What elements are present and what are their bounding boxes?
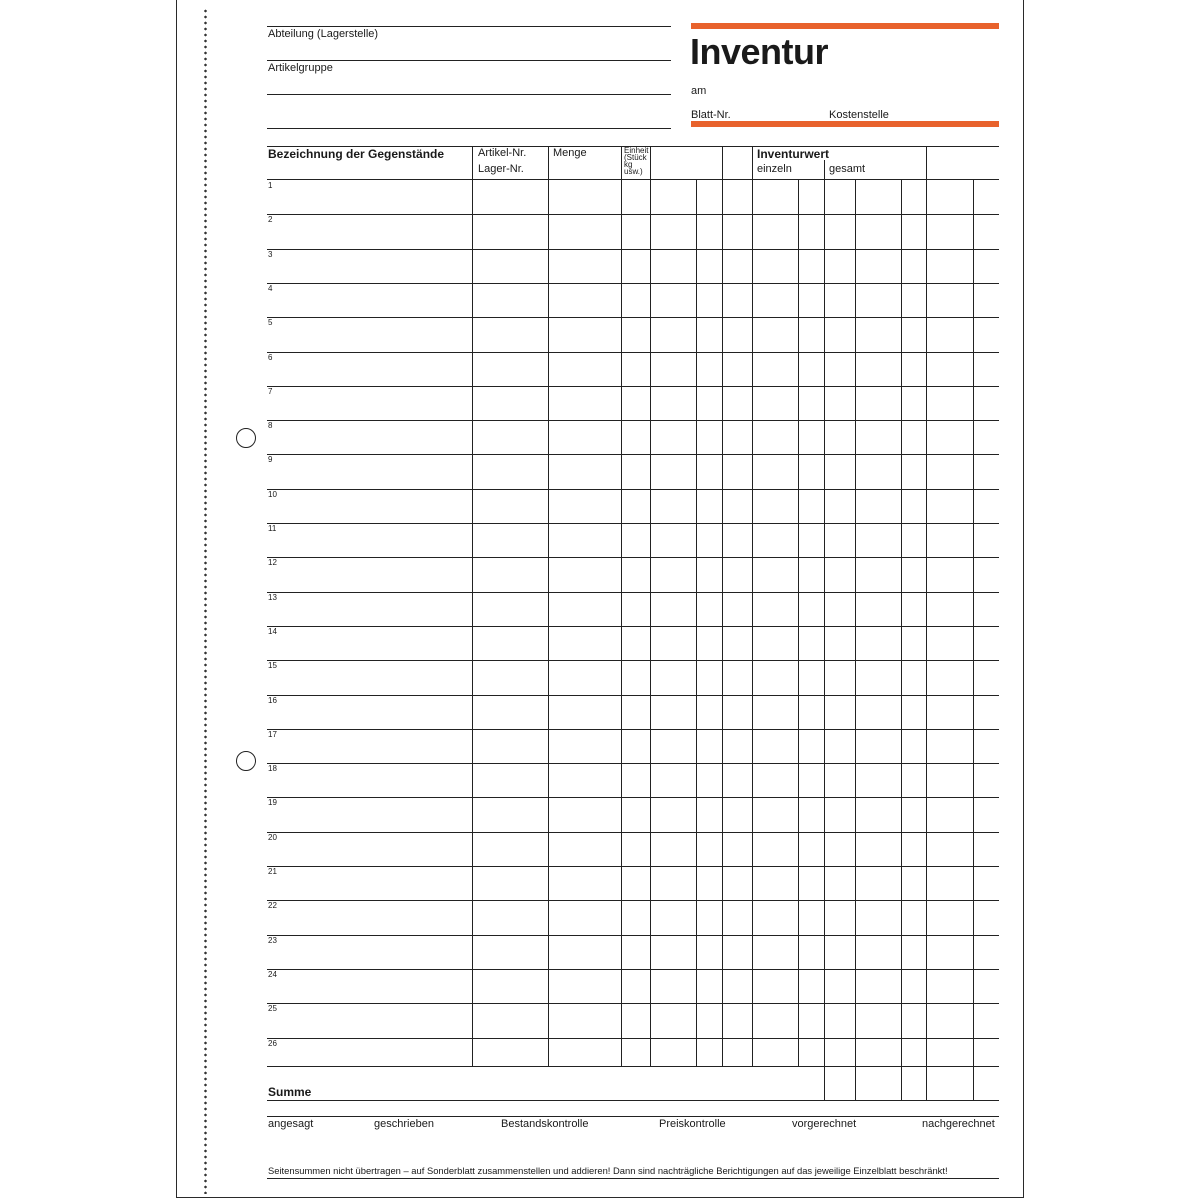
article-group-field[interactable] <box>267 94 671 95</box>
header-rule <box>267 26 671 27</box>
table-row[interactable] <box>267 523 999 524</box>
page-title: Inventur <box>690 31 829 72</box>
price-check-label: Preiskontrolle <box>659 1118 726 1130</box>
table-row[interactable] <box>267 454 999 455</box>
column-divider <box>824 160 825 1100</box>
department-label: Abteilung (Lagerstelle) <box>268 28 379 40</box>
row-number: 15 <box>268 661 277 671</box>
written-label: geschrieben <box>374 1118 434 1130</box>
table-row[interactable] <box>267 832 999 833</box>
table-row[interactable] <box>267 283 999 284</box>
table-row[interactable] <box>267 249 999 250</box>
row-number: 12 <box>268 558 277 568</box>
accent-bar-bottom <box>691 121 999 127</box>
table-row[interactable] <box>267 420 999 421</box>
table-row[interactable] <box>267 214 999 215</box>
col-inventory-value-header: Inventurwert <box>757 147 830 161</box>
row-number: 11 <box>268 524 277 533</box>
row-number: 17 <box>268 729 277 739</box>
row-number: 1 <box>268 181 273 190</box>
footer-note: Seitensummen nicht übertragen – auf Sonderblatt zusammenstellen und addieren! Dann sind nachträgliche Berichtigungen auf das jeweilige Einzelblatt beschränkt! <box>268 1165 948 1176</box>
col-unit-header-3: kg <box>624 160 633 169</box>
col-storage-no-header: Lager-Nr. <box>478 163 524 175</box>
table-row[interactable] <box>267 866 999 867</box>
cost-center-label: Kostenstelle <box>829 109 889 121</box>
row-number: 23 <box>268 935 277 945</box>
table-row[interactable] <box>267 797 999 798</box>
column-divider <box>722 146 723 1066</box>
row-number: 10 <box>268 489 277 499</box>
recalculated-label: nachgerechnet <box>922 1118 995 1130</box>
column-divider <box>973 180 974 1066</box>
column-divider <box>752 146 753 1066</box>
row-number: 24 <box>268 969 277 979</box>
row-number: 14 <box>268 626 277 636</box>
row-number: 9 <box>268 455 273 465</box>
table-row[interactable] <box>267 729 999 730</box>
col-article-no-header: Artikel-Nr. <box>478 147 527 159</box>
table-row[interactable] <box>267 557 999 558</box>
column-divider <box>621 180 622 1066</box>
table-row[interactable] <box>267 317 999 318</box>
table-row[interactable] <box>267 1003 999 1004</box>
signoff-rule <box>267 1116 999 1117</box>
sheet-no-label: Blatt-Nr. <box>691 109 731 121</box>
table-bottom-rule <box>267 1066 999 1067</box>
column-divider <box>621 146 622 180</box>
row-number: 13 <box>268 592 277 602</box>
column-divider <box>973 1066 974 1100</box>
col-description-header: Bezeichnung der Gegenstände <box>268 147 445 161</box>
column-divider <box>855 180 856 1100</box>
column-divider <box>901 180 902 1100</box>
announced-label: angesagt <box>268 1118 314 1130</box>
row-number: 20 <box>268 832 277 842</box>
article-group-field-2[interactable] <box>267 128 671 129</box>
table-row[interactable] <box>267 660 999 661</box>
article-group-label: Artikelgruppe <box>268 62 333 74</box>
row-number: 18 <box>268 764 277 774</box>
col-unit-header-2: (Stück <box>624 153 647 162</box>
table-row[interactable] <box>267 763 999 764</box>
punch-hole-icon <box>236 428 256 448</box>
table-row[interactable] <box>267 386 999 387</box>
accent-bar-top <box>691 23 999 29</box>
department-field[interactable] <box>267 60 671 61</box>
column-divider <box>650 146 651 1066</box>
row-number: 3 <box>268 249 273 259</box>
table-header-rule <box>267 179 999 180</box>
perforation-line <box>204 8 207 1194</box>
column-divider <box>798 180 799 1066</box>
precalculated-label: vorgerechnet <box>792 1118 857 1130</box>
column-divider <box>926 1066 927 1100</box>
row-number: 25 <box>268 1004 277 1014</box>
row-number: 5 <box>268 318 273 328</box>
table-row[interactable] <box>267 592 999 593</box>
table-row[interactable] <box>267 1038 999 1039</box>
stock-check-label: Bestandskontrolle <box>501 1118 589 1130</box>
row-number: 6 <box>268 352 273 362</box>
col-single-header: einzeln <box>757 163 792 175</box>
row-number: 19 <box>268 798 277 808</box>
row-number: 16 <box>268 695 277 705</box>
row-number: 8 <box>268 421 273 431</box>
col-total-header: gesamt <box>829 163 866 175</box>
column-divider <box>696 180 697 1066</box>
punch-hole-icon <box>236 751 256 771</box>
row-number: 26 <box>268 1038 277 1048</box>
col-unit-header-4: usw.) <box>624 167 643 176</box>
row-number: 4 <box>268 283 273 293</box>
table-row[interactable] <box>267 969 999 970</box>
table-row[interactable] <box>267 935 999 936</box>
column-divider <box>548 146 549 1066</box>
table-row[interactable] <box>267 695 999 696</box>
column-divider <box>472 146 473 1066</box>
col-unit-header-1: Einheit <box>624 146 649 155</box>
table-row[interactable] <box>267 900 999 901</box>
date-label: am <box>691 85 707 97</box>
row-number: 21 <box>268 867 277 876</box>
sum-label: Summe <box>268 1085 312 1099</box>
footer-rule <box>267 1178 999 1179</box>
table-row[interactable] <box>267 352 999 353</box>
table-row[interactable] <box>267 626 999 627</box>
row-number: 2 <box>268 215 273 225</box>
row-number: 7 <box>268 386 273 396</box>
row-number: 22 <box>268 901 277 911</box>
table-row[interactable] <box>267 489 999 490</box>
column-divider <box>926 146 927 1066</box>
sum-row-rule <box>267 1100 999 1101</box>
col-quantity-header: Menge <box>553 147 587 159</box>
